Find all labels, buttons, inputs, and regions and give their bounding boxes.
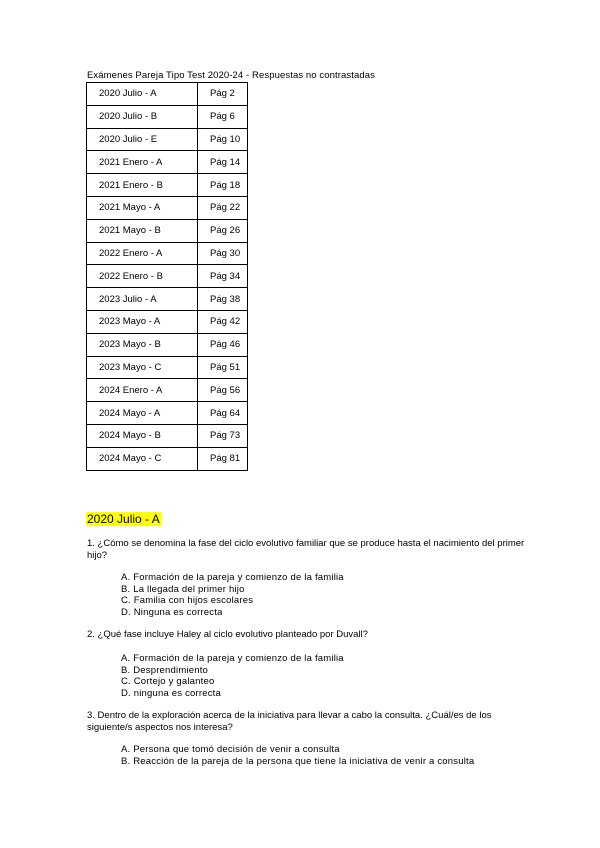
- page-cell: Pág 64: [198, 402, 248, 425]
- page-cell: Pág 18: [198, 174, 248, 197]
- option-item: [121, 584, 344, 596]
- option-label: B. Desprendimiento: [121, 664, 209, 676]
- option-item: [121, 676, 344, 688]
- page-cell: Pág 51: [198, 356, 248, 379]
- table-row: [87, 447, 248, 470]
- exam-cell: 2022 Enero - B: [87, 265, 198, 288]
- table-row: [87, 128, 248, 151]
- table-row: [87, 356, 248, 379]
- page-cell: Pág 10: [198, 128, 248, 151]
- option-item: [121, 756, 474, 768]
- exam-cell: 2024 Mayo - C: [87, 447, 198, 470]
- exam-cell: 2020 Julio - B: [87, 105, 198, 128]
- section-heading: 2020 Julio - A: [87, 512, 160, 526]
- table-row: [87, 105, 248, 128]
- page-title: Exámenes Pareja Tipo Test 2020-24 - Respuestas no contrastadas: [87, 70, 376, 81]
- page-cell: Pág 30: [198, 242, 248, 265]
- page-cell: Pág 34: [198, 265, 248, 288]
- exam-cell: 2023 Mayo - B: [87, 333, 198, 356]
- page-cell: Pág 46: [198, 333, 248, 356]
- exam-index-table: [86, 82, 248, 471]
- options-list: [121, 572, 344, 618]
- page-cell: Pág 6: [198, 105, 248, 128]
- table-row: [87, 265, 248, 288]
- option-item: [121, 744, 474, 756]
- exam-cell: 2024 Mayo - B: [87, 424, 198, 447]
- option-label: A. Formación de la pareja y comienzo de la familia: [121, 653, 344, 664]
- table-row: [87, 333, 248, 356]
- question-text: 3. Dentro de la exploración acerca de la iniciativa para llevar a cabo la consulta. ¿Cuál/es de los siguiente/s aspectos nos interesa?: [87, 710, 492, 734]
- option-label: A. Persona que tomó decisión de venir a consulta: [121, 744, 340, 755]
- page-cell: Pág 22: [198, 196, 248, 219]
- exam-cell: 2023 Julio - A: [87, 288, 198, 311]
- options-list: [121, 744, 474, 767]
- option-item: [121, 595, 344, 607]
- exam-cell: 2023 Mayo - C: [87, 356, 198, 379]
- table-row: [87, 402, 248, 425]
- option-label: B. La llegada del primer hijo: [121, 583, 245, 595]
- exam-cell: 2021 Mayo - A: [87, 196, 198, 219]
- page-cell: Pág 38: [198, 288, 248, 311]
- table-row: [87, 288, 248, 311]
- exam-cell: 2023 Mayo - A: [87, 310, 198, 333]
- table-row: [87, 424, 248, 447]
- exam-cell: 2021 Mayo - B: [87, 219, 198, 242]
- table-row: [87, 242, 248, 265]
- exam-cell: 2020 Julio - A: [87, 83, 198, 106]
- option-label: C. Cortejo y galanteo: [121, 676, 215, 688]
- exam-cell: 2024 Enero - A: [87, 379, 198, 402]
- table-row: [87, 310, 248, 333]
- option-label: D. Ninguna es correcta: [121, 606, 223, 618]
- table-row: [87, 219, 248, 242]
- exam-cell: 2021 Enero - A: [87, 151, 198, 174]
- page-cell: Pág 2: [198, 83, 248, 106]
- question-text: 2. ¿Qué fase incluye Haley al ciclo evolutivo planteado por Duvall?: [87, 629, 368, 640]
- option-item: [121, 665, 344, 677]
- table-row: [87, 174, 248, 197]
- page-cell: Pág 14: [198, 151, 248, 174]
- exam-cell: 2020 Julio - E: [87, 128, 198, 151]
- exam-cell: 2024 Mayo - A: [87, 402, 198, 425]
- option-label: C. Familia con hijos escolares: [121, 595, 254, 607]
- option-item: [121, 572, 344, 584]
- options-list: [121, 653, 344, 699]
- page-cell: Pág 42: [198, 310, 248, 333]
- option-item: [121, 688, 344, 700]
- table-row: [87, 83, 248, 106]
- page-cell: Pág 56: [198, 379, 248, 402]
- option-label: A. Formación de la pareja y comienzo de la familia: [121, 572, 344, 583]
- question-text: 1. ¿Cómo se denomina la fase del ciclo evolutivo familiar que se produce hasta el nacimiento del primer hijo?: [87, 538, 525, 562]
- exam-cell: 2022 Enero - A: [87, 242, 198, 265]
- page-cell: Pág 26: [198, 219, 248, 242]
- table-row: [87, 379, 248, 402]
- page-cell: Pág 73: [198, 424, 248, 447]
- table-row: [87, 151, 248, 174]
- page-cell: Pág 81: [198, 447, 248, 470]
- exam-cell: 2021 Enero - B: [87, 174, 198, 197]
- option-item: [121, 653, 344, 665]
- option-label: D. ninguna es correcta: [121, 687, 221, 699]
- option-label: B. Reacción de la pareja de la persona que tiene la iniciativa de venir a consulta: [121, 755, 475, 767]
- option-item: [121, 607, 344, 619]
- table-row: [87, 196, 248, 219]
